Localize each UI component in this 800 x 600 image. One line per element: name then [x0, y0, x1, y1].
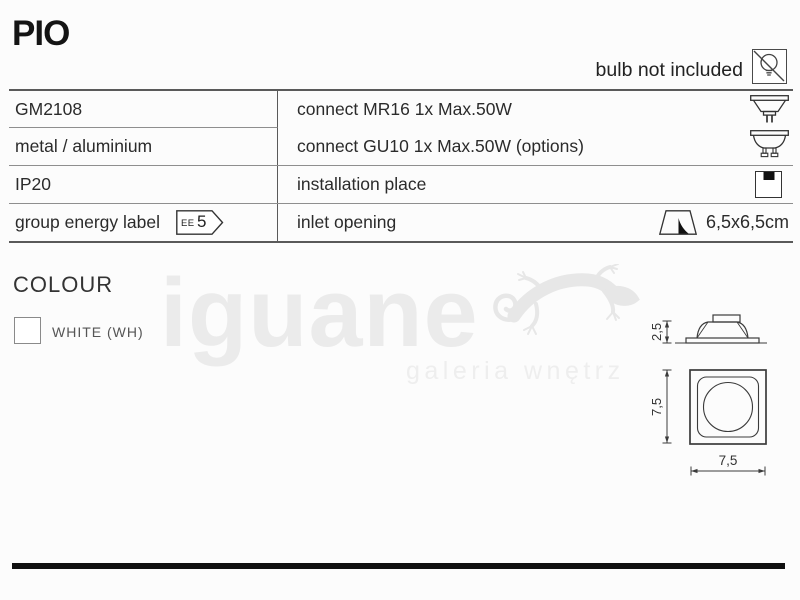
technical-drawing: [645, 298, 800, 480]
spec-energy-cell: [9, 204, 278, 241]
spec-ip-cell: IP20: [9, 166, 278, 203]
colour-swatch-label: WHITE (WH): [52, 324, 144, 340]
spec-detail-cell: [278, 204, 793, 241]
watermark-subtitle: galeria wnętrz: [406, 357, 625, 385]
colour-section-heading: COLOUR: [13, 272, 114, 297]
spec-detail-cell: [278, 91, 793, 128]
table-row: [9, 166, 793, 204]
spec-detail-text: connect GU10 1x Max.50W (options): [297, 136, 584, 156]
inlet-size-group: [659, 204, 789, 241]
front-frame-outline: [690, 370, 766, 444]
lamp-body-outline: [697, 322, 748, 338]
spec-detail-cell: [278, 166, 793, 203]
table-row: [9, 128, 793, 166]
table-row: [9, 204, 793, 241]
watermark-brand: iguane: [160, 258, 479, 367]
base-plate-outline: [686, 338, 759, 343]
spec-detail-text: installation place: [297, 174, 427, 194]
recessed-mount-icon: [755, 166, 782, 203]
spec-material-cell: metal / aluminium: [9, 128, 278, 165]
inlet-opening-icon: [659, 210, 697, 235]
energy-badge-prefix: EE: [180, 218, 195, 229]
width-dimension-label: 7,5: [718, 453, 738, 468]
inlet-size-value: 6,5x6,5cm: [705, 212, 789, 232]
energy-badge-value: 5: [196, 212, 207, 231]
bulb-not-included-label: bulb not included: [595, 59, 743, 81]
footer-divider-bar: [12, 563, 785, 569]
gu10-bulb-icon: [750, 128, 789, 165]
spec-detail-text: inlet opening: [297, 212, 397, 232]
front-lamp-circle: [704, 383, 753, 432]
spec-code-cell: GM2108: [9, 91, 278, 128]
table-row: [9, 91, 793, 128]
front-inner-outline: [698, 377, 759, 437]
energy-label-badge: [176, 210, 224, 235]
lamp-holder-outline: [713, 315, 740, 322]
page-title: PIO: [12, 14, 70, 53]
depth-dimension-label: 2,5: [649, 322, 664, 341]
mr16-bulb-icon: [750, 91, 789, 128]
spec-detail-text: connect MR16 1x Max.50W: [297, 99, 512, 119]
lizard-watermark-icon: [492, 264, 644, 358]
no-bulb-icon: [752, 49, 787, 84]
height-dimension-label: 7,5: [649, 397, 664, 416]
mount-plug-shape: [763, 172, 774, 180]
spec-detail-cell: [278, 128, 793, 165]
colour-swatch-white: [14, 317, 41, 344]
energy-label-text: group energy label: [15, 212, 160, 232]
spec-table: [9, 89, 793, 243]
